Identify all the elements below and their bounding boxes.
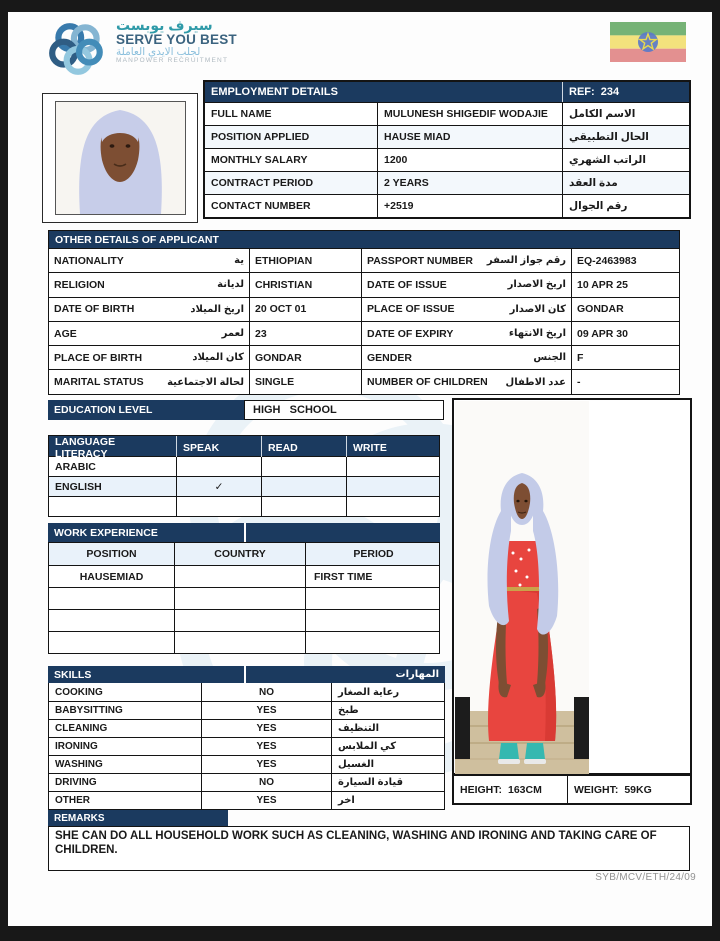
table-row: NATIONALITY ية ETHIOPIAN PASSPORT NUMBER رقم جواز السفر EQ-2463983 [49,248,679,272]
table-row [49,609,439,631]
table-row: IRONING YES كي الملابس [49,737,444,755]
other-details-title: OTHER DETAILS OF APPLICANT [49,231,679,248]
table-row: MARITAL STATUS لحالة الاجتماعية SINGLE NUMBER OF CHILDREN عدد الاطفال - [49,369,679,393]
table-row: MONTHLY SALARY 1200 الراتب الشهري [205,148,689,171]
table-row [49,631,439,653]
ref-badge: REF: 234 [562,82,689,102]
remarks-title: REMARKS [48,810,228,826]
logo-name: SERVE YOU BEST [116,31,237,47]
height-field: HEIGHT: 163CM [460,783,542,796]
table-row [49,587,439,609]
work-experience-title: WORK EXPERIENCE [48,523,440,542]
table-header-row: POSITION COUNTRY PERIOD [49,543,439,565]
weight-field: WEIGHT: 59KG [567,776,690,803]
education-level-value: HIGH SCHOOL [244,400,444,420]
language-literacy-table [48,435,440,517]
other-details-table [48,230,680,395]
education-level-label: EDUCATION LEVEL [48,400,244,420]
table-row: BABYSITTING YES طبخ [49,701,444,719]
table-row: DATE OF BIRTH اريخ الميلاد 20 OCT 01 PLACE OF ISSUE كان الاصدار GONDAR [49,297,679,321]
company-logo [46,18,237,80]
document-page [8,12,712,926]
table-row: RELIGION لديانة CHRISTIAN DATE OF ISSUE اريخ الاصدار 10 APR 25 [49,272,679,296]
applicant-portrait-photo [55,101,186,215]
logo-arabic-tagline: لجلب الايدي العاملة [116,45,201,58]
work-experience-table [48,542,440,654]
ethiopia-flag-icon [610,22,686,62]
table-row: CONTRACT PERIOD 2 YEARS مدة العقد [205,171,689,194]
remarks-empty-row [48,859,690,871]
fullbody-photo-frame [452,398,692,775]
table-row [49,496,439,516]
logo-tagline: MANPOWER RECRUITMENT [116,56,229,64]
table-header-row: LANGUAGE LITERACY SPEAK READ WRITE [49,436,439,456]
height-weight-bar [452,775,692,805]
table-row: AGE لعمر 23 DATE OF EXPIRY اريخ الانتهاء 09 APR 30 [49,321,679,345]
employment-title: EMPLOYMENT DETAILS [205,82,562,102]
applicant-fullbody-photo [455,401,589,774]
table-row: FULL NAME MULUNESH SHIGEDIF WODAJIE الاسم الكامل [205,102,689,125]
logo-rings-icon [46,18,108,80]
table-row: WASHING YES الغسيل [49,755,444,773]
speak-checkmark: ✓ [176,477,261,496]
table-row: POSITION APPLIED HAUSE MIAD الحال التطبيقي [205,125,689,148]
footer-code: SYB/MCV/ETH/24/09 [595,872,696,883]
table-row: DRIVING NO قيادة السيارة [49,773,444,791]
table-row: CONTACT NUMBER +2519 رقم الجوال [205,194,689,217]
table-row: HAUSEMIAD FIRST TIME [49,565,439,587]
skills-table [48,683,445,810]
table-row: CLEANING YES التنظيف [49,719,444,737]
employment-details-table [203,80,691,219]
table-row: PLACE OF BIRTH كان الميلاد GONDAR GENDER الجنس F [49,345,679,369]
table-row: ARABIC [49,456,439,476]
remarks-box [48,826,690,861]
table-row: OTHER YES اخر [49,791,444,809]
remarks-text: SHE CAN DO ALL HOUSEHOLD WORK SUCH AS CLEANING, WASHING AND IRONING AND TAKING CARE OF CHILDREN. [55,830,657,857]
table-row: COOKING NO رعاية الصغار [49,683,444,701]
portrait-photo-frame [42,93,198,223]
skills-title-bar: SKILLS المهارات [48,666,445,683]
table-row: ENGLISH ✓ [49,476,439,496]
logo-arabic-name: سيرف يوبست [116,17,213,33]
